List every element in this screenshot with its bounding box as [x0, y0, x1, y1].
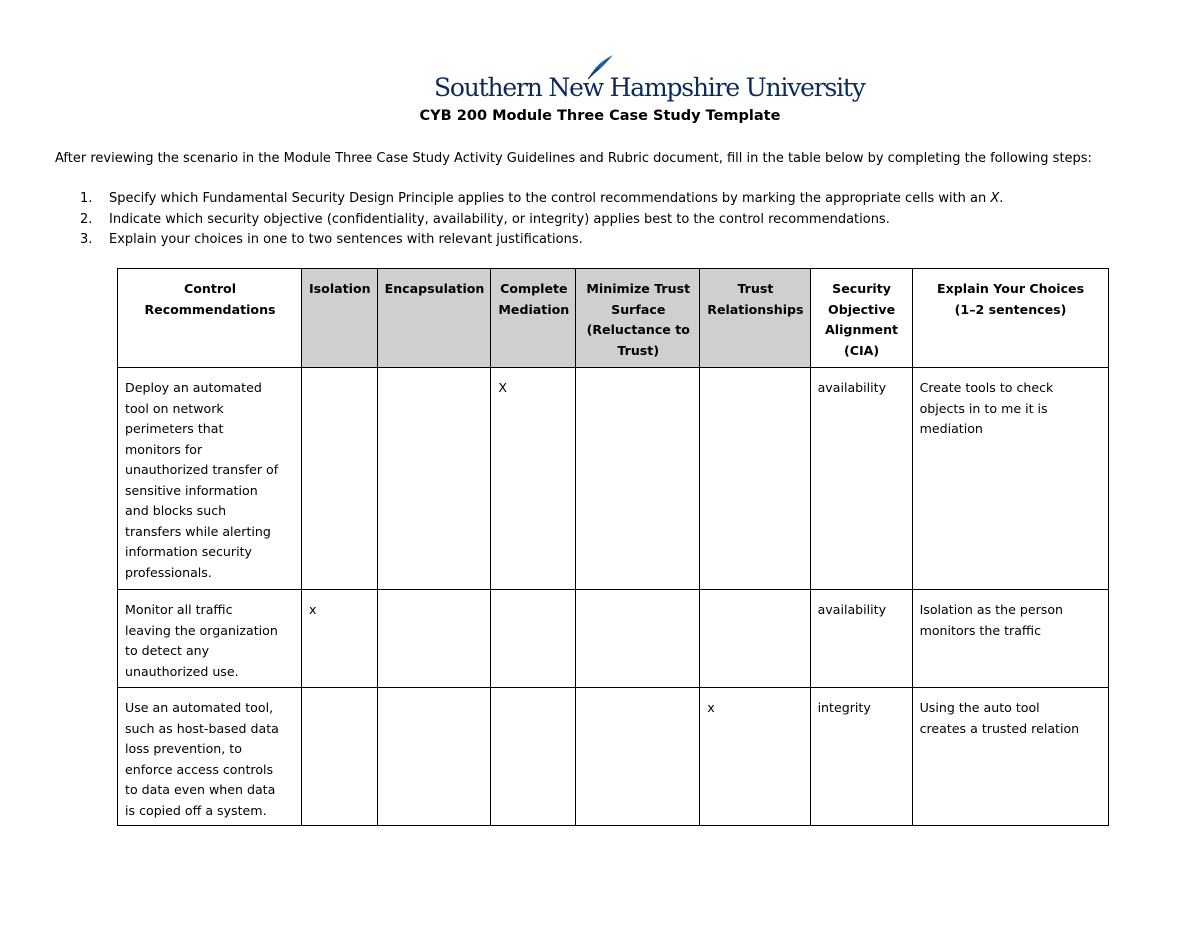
cell-isolation: x: [302, 590, 378, 688]
cell-trust-relationships: [700, 590, 810, 688]
cell-explanation: Create tools to check objects in to me it is mediation: [912, 368, 1108, 590]
col-header-isolation: Isolation: [302, 269, 378, 368]
case-study-table: [117, 268, 1109, 826]
cell-explanation: Isolation as the person monitors the traffic: [912, 590, 1108, 688]
table-row: [118, 688, 1109, 826]
step-item: [80, 230, 1003, 251]
cell-minimize-trust-surface: [576, 368, 700, 590]
cell-cia: availability: [810, 590, 912, 688]
cell-complete-mediation: X: [491, 368, 576, 590]
university-name: Southern New Hampshire University: [434, 73, 865, 102]
page-title: CYB 200 Module Three Case Study Template: [419, 108, 781, 124]
step-text: Indicate which security objective (confidentiality, availability, or integrity) applies best to the control recommendations.: [109, 211, 890, 227]
cell-encapsulation: [377, 688, 491, 826]
table-header-row: [118, 269, 1109, 368]
cell-control: Use an automated tool, such as host-based data loss prevention, to enforce access controls to data even when data is copied off a system.: [118, 688, 302, 826]
cell-complete-mediation: [491, 590, 576, 688]
cell-cia: availability: [810, 368, 912, 590]
cell-encapsulation: [377, 368, 491, 590]
cell-minimize-trust-surface: [576, 688, 700, 826]
cell-trust-relationships: [700, 368, 810, 590]
table-row: [118, 368, 1109, 590]
step-number: 3.: [80, 232, 93, 247]
step-emphasis: X: [990, 191, 1000, 206]
intro-text: After reviewing the scenario in the Module Three Case Study Activity Guidelines and Rubric document, fill in the table below by completing the following steps:: [55, 151, 1092, 166]
step-number: 2.: [80, 211, 93, 227]
col-header-complete-mediation: Complete Mediation: [491, 269, 576, 368]
col-header-cia: Security Objective Alignment (CIA): [810, 269, 912, 368]
col-header-minimize-trust-surface: Minimize Trust Surface (Reluctance to Trust): [576, 269, 700, 368]
cell-minimize-trust-surface: [576, 590, 700, 688]
step-text: Specify which Fundamental Security Design Principle applies to the control recommendations by marking the appropriate cells with an: [109, 191, 991, 206]
cell-complete-mediation: [491, 688, 576, 826]
table-row: [118, 590, 1109, 688]
cell-trust-relationships: x: [700, 688, 810, 826]
instruction-steps: [80, 189, 1003, 251]
cell-explanation: Using the auto tool creates a trusted relation: [912, 688, 1108, 826]
col-header-control: Control Recommendations: [118, 269, 302, 368]
cell-isolation: [302, 688, 378, 826]
cell-cia: integrity: [810, 688, 912, 826]
cell-control: Monitor all traffic leaving the organization to detect any unauthorized use.: [118, 590, 302, 688]
step-text: Explain your choices in one to two sentences with relevant justifications.: [109, 232, 583, 247]
step-text-end: .: [999, 191, 1004, 206]
cell-isolation: [302, 368, 378, 590]
step-number: 1.: [80, 191, 93, 206]
col-header-trust-relationships: Trust Relationships: [700, 269, 810, 368]
col-header-encapsulation: Encapsulation: [377, 269, 491, 368]
cell-encapsulation: [377, 590, 491, 688]
col-header-explanation: Explain Your Choices (1–2 sentences): [912, 269, 1108, 368]
cell-control: Deploy an automated tool on network perimeters that monitors for unauthorized transfer of sensitive information and blocks such transfers while alerting information security professionals.: [118, 368, 302, 590]
step-item: [80, 189, 1003, 210]
step-item: [80, 210, 1003, 231]
